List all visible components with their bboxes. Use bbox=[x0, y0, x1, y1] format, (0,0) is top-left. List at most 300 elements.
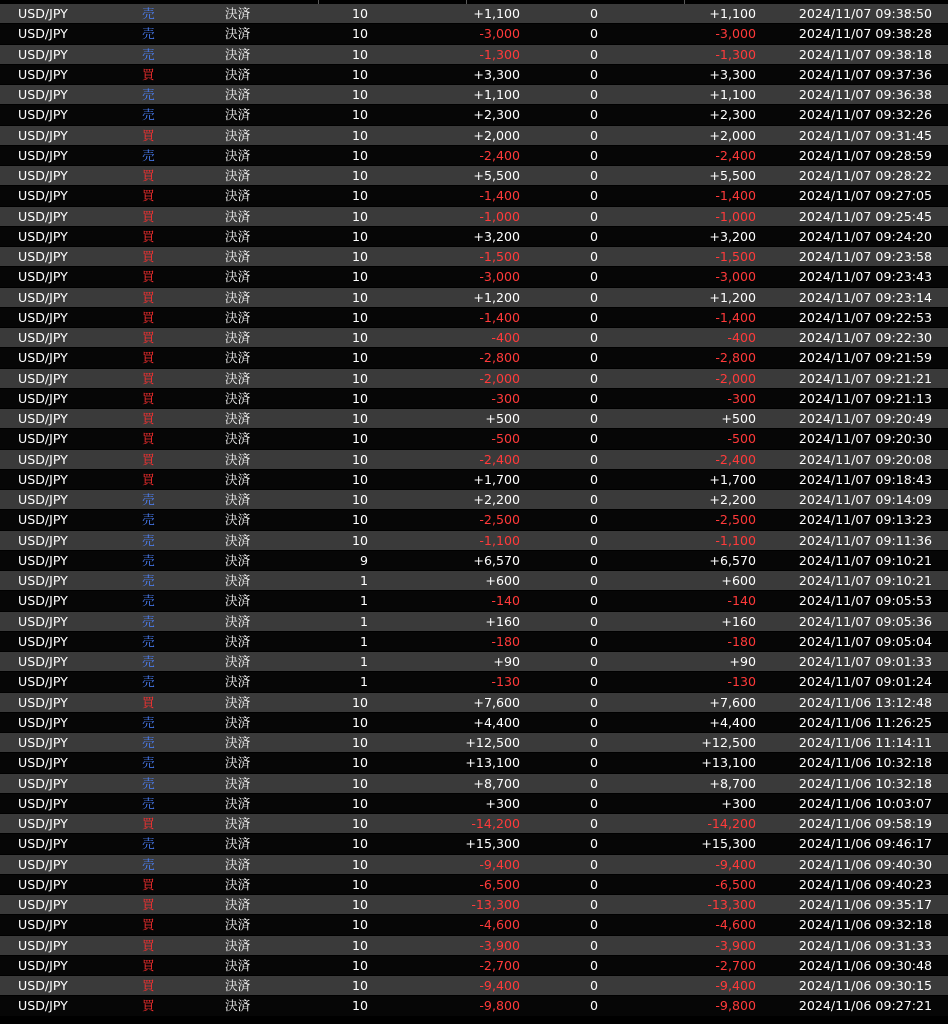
table-row[interactable] bbox=[0, 571, 948, 591]
table-row[interactable] bbox=[0, 389, 948, 409]
quantity-cell: 10 bbox=[351, 411, 368, 426]
trade-type-cell: 決済 bbox=[225, 674, 251, 690]
profit-loss-cell: +300 bbox=[485, 795, 520, 811]
timestamp-cell: 2024/11/07 09:38:18 bbox=[798, 46, 932, 62]
currency-pair-cell: USD/JPY bbox=[18, 613, 68, 629]
side-cell: 買 bbox=[142, 694, 155, 710]
table-row[interactable] bbox=[0, 551, 948, 571]
currency-pair-cell: USD/JPY bbox=[18, 289, 68, 305]
swap-cell: 0 bbox=[589, 816, 598, 831]
table-row[interactable] bbox=[0, 267, 948, 287]
quantity-cell: 10 bbox=[351, 897, 368, 912]
trade-type-cell: 決済 bbox=[225, 735, 251, 750]
quantity-cell: 10 bbox=[351, 6, 368, 21]
table-row[interactable] bbox=[0, 45, 948, 65]
total-pl-cell: +2,000 bbox=[709, 127, 756, 143]
side-cell: 売 bbox=[142, 552, 155, 568]
timestamp-cell: 2024/11/07 09:21:13 bbox=[798, 390, 932, 406]
table-row[interactable] bbox=[0, 85, 948, 105]
swap-cell: 0 bbox=[589, 735, 598, 750]
currency-pair-cell: USD/JPY bbox=[18, 957, 68, 973]
currency-pair-cell: USD/JPY bbox=[18, 937, 68, 953]
total-pl-cell: +1,100 bbox=[709, 6, 756, 21]
timestamp-cell: 2024/11/07 09:23:14 bbox=[798, 289, 932, 305]
timestamp-cell: 2024/11/07 09:27:05 bbox=[798, 188, 932, 204]
table-row[interactable] bbox=[0, 4, 948, 24]
swap-cell: 0 bbox=[589, 26, 598, 42]
total-pl-cell: +2,200 bbox=[709, 492, 756, 507]
side-cell: 売 bbox=[142, 573, 155, 588]
swap-cell: 0 bbox=[589, 613, 598, 629]
swap-cell: 0 bbox=[589, 714, 598, 730]
trade-type-cell: 決済 bbox=[225, 654, 251, 669]
table-row[interactable] bbox=[0, 186, 948, 206]
table-row[interactable] bbox=[0, 875, 948, 895]
table-row[interactable] bbox=[0, 774, 948, 794]
table-row[interactable] bbox=[0, 490, 948, 510]
currency-pair-cell: USD/JPY bbox=[18, 795, 68, 811]
total-pl-cell: +2,300 bbox=[709, 107, 756, 123]
total-pl-cell: +90 bbox=[729, 654, 756, 669]
quantity-cell: 1 bbox=[359, 573, 368, 588]
total-pl-cell: +15,300 bbox=[701, 836, 756, 852]
quantity-cell: 10 bbox=[351, 917, 368, 933]
total-pl-cell: -180 bbox=[727, 633, 756, 649]
table-row[interactable] bbox=[0, 24, 948, 44]
table-row[interactable] bbox=[0, 591, 948, 611]
table-row[interactable] bbox=[0, 814, 948, 834]
currency-pair-cell: USD/JPY bbox=[18, 431, 68, 447]
currency-pair-cell: USD/JPY bbox=[18, 370, 68, 386]
timestamp-cell: 2024/11/07 09:13:23 bbox=[798, 512, 932, 528]
total-pl-cell: -400 bbox=[727, 330, 756, 345]
profit-loss-cell: -2,400 bbox=[479, 147, 520, 163]
trade-type-cell: 決済 bbox=[225, 289, 251, 305]
side-cell: 買 bbox=[142, 289, 155, 305]
table-row[interactable] bbox=[0, 166, 948, 186]
profit-loss-cell: -3,000 bbox=[479, 269, 520, 285]
table-row[interactable] bbox=[0, 126, 948, 146]
table-row[interactable] bbox=[0, 753, 948, 773]
trade-type-cell: 決済 bbox=[225, 978, 251, 993]
swap-cell: 0 bbox=[589, 552, 598, 568]
total-pl-cell: +6,570 bbox=[709, 552, 756, 568]
total-pl-cell: -2,400 bbox=[715, 451, 756, 467]
swap-cell: 0 bbox=[589, 127, 598, 143]
total-pl-cell: +160 bbox=[721, 613, 756, 629]
profit-loss-cell: +2,200 bbox=[473, 492, 520, 507]
quantity-cell: 10 bbox=[351, 309, 368, 325]
swap-cell: 0 bbox=[589, 633, 598, 649]
trade-type-cell: 決済 bbox=[225, 593, 251, 609]
currency-pair-cell: USD/JPY bbox=[18, 26, 68, 42]
profit-loss-cell: -2,500 bbox=[479, 512, 520, 528]
swap-cell: 0 bbox=[589, 795, 598, 811]
table-row[interactable] bbox=[0, 632, 948, 652]
profit-loss-cell: +7,600 bbox=[473, 694, 520, 710]
swap-cell: 0 bbox=[589, 512, 598, 528]
profit-loss-cell: +12,500 bbox=[465, 735, 520, 750]
quantity-cell: 10 bbox=[351, 735, 368, 750]
quantity-cell: 10 bbox=[351, 350, 368, 366]
side-cell: 買 bbox=[142, 208, 155, 224]
quantity-cell: 10 bbox=[351, 512, 368, 528]
total-pl-cell: -9,400 bbox=[715, 978, 756, 993]
currency-pair-cell: USD/JPY bbox=[18, 532, 68, 548]
timestamp-cell: 2024/11/06 09:35:17 bbox=[798, 897, 932, 912]
timestamp-cell: 2024/11/07 09:11:36 bbox=[798, 532, 932, 548]
side-cell: 買 bbox=[142, 249, 155, 264]
total-pl-cell: -1,500 bbox=[715, 249, 756, 264]
currency-pair-cell: USD/JPY bbox=[18, 249, 68, 264]
table-row[interactable] bbox=[0, 652, 948, 672]
timestamp-cell: 2024/11/07 09:22:30 bbox=[798, 330, 932, 345]
swap-cell: 0 bbox=[589, 228, 598, 244]
currency-pair-cell: USD/JPY bbox=[18, 330, 68, 345]
total-pl-cell: +1,700 bbox=[709, 471, 756, 487]
side-cell: 売 bbox=[142, 674, 155, 690]
quantity-cell: 10 bbox=[351, 836, 368, 852]
table-row[interactable] bbox=[0, 146, 948, 166]
table-row[interactable] bbox=[0, 409, 948, 429]
quantity-cell: 10 bbox=[351, 492, 368, 507]
timestamp-cell: 2024/11/07 09:28:59 bbox=[798, 147, 932, 163]
trade-type-cell: 決済 bbox=[225, 836, 251, 852]
timestamp-cell: 2024/11/07 09:32:26 bbox=[798, 107, 932, 123]
timestamp-cell: 2024/11/06 13:12:48 bbox=[798, 694, 932, 710]
table-row[interactable] bbox=[0, 288, 948, 308]
timestamp-cell: 2024/11/07 09:14:09 bbox=[798, 492, 932, 507]
swap-cell: 0 bbox=[589, 897, 598, 912]
profit-loss-cell: -14,200 bbox=[471, 816, 520, 831]
table-row[interactable] bbox=[0, 308, 948, 328]
quantity-cell: 10 bbox=[351, 471, 368, 487]
currency-pair-cell: USD/JPY bbox=[18, 714, 68, 730]
profit-loss-cell: -3,900 bbox=[479, 937, 520, 953]
trade-type-cell: 決済 bbox=[225, 937, 251, 953]
swap-cell: 0 bbox=[589, 188, 598, 204]
timestamp-cell: 2024/11/07 09:23:43 bbox=[798, 269, 932, 285]
timestamp-cell: 2024/11/07 09:22:53 bbox=[798, 309, 932, 325]
quantity-cell: 10 bbox=[351, 188, 368, 204]
swap-cell: 0 bbox=[589, 451, 598, 467]
profit-loss-cell: +1,100 bbox=[473, 6, 520, 21]
timestamp-cell: 2024/11/07 09:36:38 bbox=[798, 87, 932, 102]
table-row[interactable] bbox=[0, 834, 948, 854]
trade-type-cell: 決済 bbox=[225, 573, 251, 588]
timestamp-cell: 2024/11/06 11:26:25 bbox=[798, 714, 932, 730]
quantity-cell: 10 bbox=[351, 127, 368, 143]
quantity-cell: 10 bbox=[351, 816, 368, 831]
side-cell: 売 bbox=[142, 593, 155, 609]
table-row[interactable] bbox=[0, 855, 948, 875]
trade-type-cell: 決済 bbox=[225, 370, 251, 386]
quantity-cell: 10 bbox=[351, 168, 368, 183]
timestamp-cell: 2024/11/07 09:20:49 bbox=[798, 411, 932, 426]
trade-type-cell: 決済 bbox=[225, 127, 251, 143]
side-cell: 売 bbox=[142, 492, 155, 507]
currency-pair-cell: USD/JPY bbox=[18, 309, 68, 325]
trade-type-cell: 決済 bbox=[225, 856, 251, 872]
table-row[interactable] bbox=[0, 369, 948, 389]
currency-pair-cell: USD/JPY bbox=[18, 552, 68, 568]
profit-loss-cell: -1,500 bbox=[479, 249, 520, 264]
total-pl-cell: -9,400 bbox=[715, 856, 756, 872]
side-cell: 買 bbox=[142, 168, 155, 183]
table-row[interactable] bbox=[0, 672, 948, 692]
table-row[interactable] bbox=[0, 429, 948, 449]
quantity-cell: 10 bbox=[351, 876, 368, 892]
table-row[interactable] bbox=[0, 612, 948, 632]
profit-loss-cell: -9,400 bbox=[479, 978, 520, 993]
table-row[interactable] bbox=[0, 956, 948, 976]
side-cell: 売 bbox=[142, 735, 155, 750]
currency-pair-cell: USD/JPY bbox=[18, 978, 68, 993]
trade-type-cell: 決済 bbox=[225, 775, 251, 791]
quantity-cell: 10 bbox=[351, 532, 368, 548]
side-cell: 買 bbox=[142, 390, 155, 406]
trade-type-cell: 決済 bbox=[225, 269, 251, 285]
side-cell: 買 bbox=[142, 816, 155, 831]
profit-loss-cell: -9,800 bbox=[479, 998, 520, 1014]
trade-type-cell: 決済 bbox=[225, 532, 251, 548]
quantity-cell: 10 bbox=[351, 249, 368, 264]
table-row[interactable] bbox=[0, 450, 948, 470]
timestamp-cell: 2024/11/06 10:03:07 bbox=[798, 795, 932, 811]
timestamp-cell: 2024/11/07 09:38:28 bbox=[798, 26, 932, 42]
quantity-cell: 10 bbox=[351, 795, 368, 811]
currency-pair-cell: USD/JPY bbox=[18, 836, 68, 852]
profit-loss-cell: -1,000 bbox=[479, 208, 520, 224]
profit-loss-cell: -500 bbox=[491, 431, 520, 447]
trade-type-cell: 決済 bbox=[225, 66, 251, 82]
swap-cell: 0 bbox=[589, 573, 598, 588]
side-cell: 買 bbox=[142, 330, 155, 345]
trade-type-cell: 決済 bbox=[225, 998, 251, 1014]
profit-loss-cell: +90 bbox=[493, 654, 520, 669]
currency-pair-cell: USD/JPY bbox=[18, 66, 68, 82]
swap-cell: 0 bbox=[589, 674, 598, 690]
trade-type-cell: 決済 bbox=[225, 876, 251, 892]
trade-type-cell: 決済 bbox=[225, 613, 251, 629]
currency-pair-cell: USD/JPY bbox=[18, 735, 68, 750]
currency-pair-cell: USD/JPY bbox=[18, 694, 68, 710]
profit-loss-cell: -2,400 bbox=[479, 451, 520, 467]
profit-loss-cell: -2,700 bbox=[479, 957, 520, 973]
side-cell: 売 bbox=[142, 795, 155, 811]
profit-loss-cell: +8,700 bbox=[473, 775, 520, 791]
table-row[interactable] bbox=[0, 693, 948, 713]
currency-pair-cell: USD/JPY bbox=[18, 390, 68, 406]
total-pl-cell: +600 bbox=[721, 573, 756, 588]
swap-cell: 0 bbox=[589, 411, 598, 426]
currency-pair-cell: USD/JPY bbox=[18, 876, 68, 892]
profit-loss-cell: +3,300 bbox=[473, 66, 520, 82]
total-pl-cell: +7,600 bbox=[709, 694, 756, 710]
currency-pair-cell: USD/JPY bbox=[18, 492, 68, 507]
table-row[interactable] bbox=[0, 510, 948, 530]
total-pl-cell: +500 bbox=[721, 411, 756, 426]
swap-cell: 0 bbox=[589, 431, 598, 447]
trade-type-cell: 決済 bbox=[225, 249, 251, 264]
swap-cell: 0 bbox=[589, 309, 598, 325]
side-cell: 買 bbox=[142, 876, 155, 892]
currency-pair-cell: USD/JPY bbox=[18, 573, 68, 588]
swap-cell: 0 bbox=[589, 289, 598, 305]
table-row[interactable] bbox=[0, 996, 948, 1016]
table-row[interactable] bbox=[0, 733, 948, 753]
total-pl-cell: +5,500 bbox=[709, 168, 756, 183]
total-pl-cell: +300 bbox=[721, 795, 756, 811]
quantity-cell: 10 bbox=[351, 269, 368, 285]
quantity-cell: 10 bbox=[351, 978, 368, 993]
currency-pair-cell: USD/JPY bbox=[18, 350, 68, 366]
trade-type-cell: 決済 bbox=[225, 694, 251, 710]
currency-pair-cell: USD/JPY bbox=[18, 593, 68, 609]
trade-type-cell: 決済 bbox=[225, 471, 251, 487]
side-cell: 買 bbox=[142, 957, 155, 973]
profit-loss-cell: +600 bbox=[485, 573, 520, 588]
side-cell: 売 bbox=[142, 714, 155, 730]
quantity-cell: 1 bbox=[359, 613, 368, 629]
table-row[interactable] bbox=[0, 531, 948, 551]
swap-cell: 0 bbox=[589, 330, 598, 345]
swap-cell: 0 bbox=[589, 107, 598, 123]
total-pl-cell: -1,400 bbox=[715, 309, 756, 325]
swap-cell: 0 bbox=[589, 755, 598, 771]
currency-pair-cell: USD/JPY bbox=[18, 147, 68, 163]
trade-type-cell: 決済 bbox=[225, 208, 251, 224]
side-cell: 売 bbox=[142, 46, 155, 62]
trade-type-cell: 決済 bbox=[225, 87, 251, 102]
trade-type-cell: 決済 bbox=[225, 390, 251, 406]
total-pl-cell: +1,200 bbox=[709, 289, 756, 305]
table-row[interactable] bbox=[0, 936, 948, 956]
total-pl-cell: -2,800 bbox=[715, 350, 756, 366]
quantity-cell: 10 bbox=[351, 289, 368, 305]
total-pl-cell: -500 bbox=[727, 431, 756, 447]
trade-type-cell: 決済 bbox=[225, 431, 251, 447]
table-row[interactable] bbox=[0, 713, 948, 733]
side-cell: 買 bbox=[142, 897, 155, 912]
side-cell: 売 bbox=[142, 856, 155, 872]
currency-pair-cell: USD/JPY bbox=[18, 856, 68, 872]
trade-type-cell: 決済 bbox=[225, 46, 251, 62]
profit-loss-cell: +160 bbox=[485, 613, 520, 629]
swap-cell: 0 bbox=[589, 856, 598, 872]
timestamp-cell: 2024/11/07 09:05:53 bbox=[798, 593, 932, 609]
currency-pair-cell: USD/JPY bbox=[18, 674, 68, 690]
table-row[interactable] bbox=[0, 207, 948, 227]
timestamp-cell: 2024/11/06 09:40:30 bbox=[798, 856, 932, 872]
trade-type-cell: 決済 bbox=[225, 330, 251, 345]
currency-pair-cell: USD/JPY bbox=[18, 46, 68, 62]
currency-pair-cell: USD/JPY bbox=[18, 188, 68, 204]
trade-type-cell: 決済 bbox=[225, 633, 251, 649]
swap-cell: 0 bbox=[589, 593, 598, 609]
table-row[interactable] bbox=[0, 470, 948, 490]
timestamp-cell: 2024/11/07 09:05:04 bbox=[798, 633, 932, 649]
profit-loss-cell: -13,300 bbox=[471, 897, 520, 912]
swap-cell: 0 bbox=[589, 836, 598, 852]
swap-cell: 0 bbox=[589, 269, 598, 285]
quantity-cell: 10 bbox=[351, 46, 368, 62]
timestamp-cell: 2024/11/07 09:28:22 bbox=[798, 168, 932, 183]
profit-loss-cell: +4,400 bbox=[473, 714, 520, 730]
table-row[interactable] bbox=[0, 65, 948, 85]
table-row[interactable] bbox=[0, 976, 948, 996]
quantity-cell: 10 bbox=[351, 937, 368, 953]
quantity-cell: 1 bbox=[359, 633, 368, 649]
swap-cell: 0 bbox=[589, 87, 598, 102]
table-row[interactable] bbox=[0, 895, 948, 915]
trade-type-cell: 決済 bbox=[225, 26, 251, 42]
timestamp-cell: 2024/11/07 09:18:43 bbox=[798, 471, 932, 487]
side-cell: 買 bbox=[142, 451, 155, 467]
timestamp-cell: 2024/11/07 09:21:59 bbox=[798, 350, 932, 366]
currency-pair-cell: USD/JPY bbox=[18, 775, 68, 791]
timestamp-cell: 2024/11/07 09:37:36 bbox=[798, 66, 932, 82]
table-row[interactable] bbox=[0, 348, 948, 368]
trade-type-cell: 決済 bbox=[225, 188, 251, 204]
swap-cell: 0 bbox=[589, 957, 598, 973]
profit-loss-cell: +5,500 bbox=[473, 168, 520, 183]
currency-pair-cell: USD/JPY bbox=[18, 998, 68, 1014]
table-row[interactable] bbox=[0, 794, 948, 814]
profit-loss-cell: -9,400 bbox=[479, 856, 520, 872]
total-pl-cell: -300 bbox=[727, 390, 756, 406]
currency-pair-cell: USD/JPY bbox=[18, 208, 68, 224]
table-row[interactable] bbox=[0, 105, 948, 125]
total-pl-cell: -3,000 bbox=[715, 269, 756, 285]
swap-cell: 0 bbox=[589, 6, 598, 21]
side-cell: 買 bbox=[142, 66, 155, 82]
side-cell: 買 bbox=[142, 978, 155, 993]
trade-type-cell: 決済 bbox=[225, 957, 251, 973]
quantity-cell: 10 bbox=[351, 714, 368, 730]
currency-pair-cell: USD/JPY bbox=[18, 451, 68, 467]
trade-type-cell: 決済 bbox=[225, 168, 251, 183]
side-cell: 売 bbox=[142, 755, 155, 771]
table-row[interactable] bbox=[0, 247, 948, 267]
quantity-cell: 10 bbox=[351, 330, 368, 345]
timestamp-cell: 2024/11/06 10:32:18 bbox=[798, 755, 932, 771]
quantity-cell: 10 bbox=[351, 147, 368, 163]
swap-cell: 0 bbox=[589, 168, 598, 183]
currency-pair-cell: USD/JPY bbox=[18, 917, 68, 933]
total-pl-cell: +13,100 bbox=[701, 755, 756, 771]
profit-loss-cell: +13,100 bbox=[465, 755, 520, 771]
quantity-cell: 10 bbox=[351, 26, 368, 42]
currency-pair-cell: USD/JPY bbox=[18, 228, 68, 244]
total-pl-cell: -13,300 bbox=[707, 897, 756, 912]
profit-loss-cell: +500 bbox=[485, 411, 520, 426]
total-pl-cell: -2,500 bbox=[715, 512, 756, 528]
quantity-cell: 10 bbox=[351, 775, 368, 791]
quantity-cell: 10 bbox=[351, 957, 368, 973]
table-row[interactable] bbox=[0, 915, 948, 935]
quantity-cell: 10 bbox=[351, 755, 368, 771]
profit-loss-cell: +2,000 bbox=[473, 127, 520, 143]
swap-cell: 0 bbox=[589, 978, 598, 993]
table-row[interactable] bbox=[0, 227, 948, 247]
profit-loss-cell: -1,100 bbox=[479, 532, 520, 548]
timestamp-cell: 2024/11/06 10:32:18 bbox=[798, 775, 932, 791]
table-row[interactable] bbox=[0, 328, 948, 348]
profit-loss-cell: -1,300 bbox=[479, 46, 520, 62]
side-cell: 売 bbox=[142, 147, 155, 163]
currency-pair-cell: USD/JPY bbox=[18, 269, 68, 285]
